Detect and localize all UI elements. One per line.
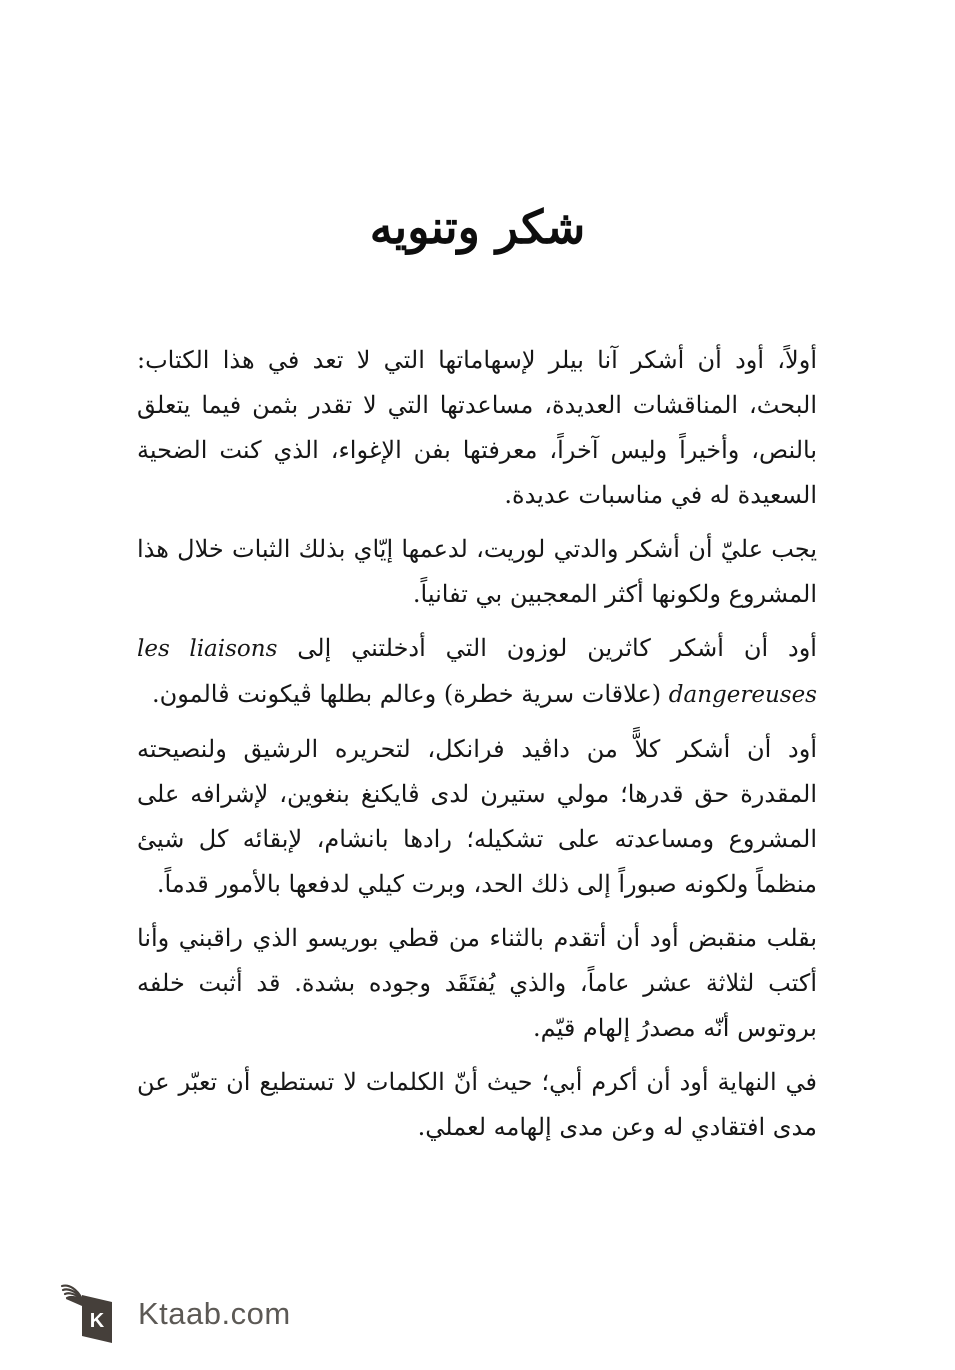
paragraph bbox=[137, 338, 817, 518]
paragraph bbox=[137, 626, 817, 718]
page-title: شكر وتنويه bbox=[369, 200, 586, 254]
ktaab-book-logo-icon bbox=[55, 1279, 125, 1349]
paragraph-text: بقلب منقبض أود أن أتقدم بالثناء من قطي بوريسو الذي راقبني وأنا أكتب لثلاثة عشر عاماً، والذي يُفتَقَد وجوده بشدة. قد أثبت خلفه بروتوس أنّه مصدرُ إلهام قيّم. bbox=[137, 924, 817, 1042]
latin-title-text: les liaisons dangereuses bbox=[137, 636, 817, 708]
brand-text: Ktaab.com bbox=[138, 1296, 291, 1331]
paragraph bbox=[137, 916, 817, 1051]
paragraph bbox=[137, 1060, 817, 1150]
paragraph-text: (علاقات سرية خطرة) وعالم بطلها ڤيكونت ڤالمون. bbox=[151, 680, 669, 708]
paragraph bbox=[137, 727, 817, 907]
paragraph-text: أولاً، أود أن أشكر آنا بيلر لإسهاماتها التي لا تعد في هذا الكتاب: البحث، المناقشات العديدة، مساعدتها التي لا تقدر بثمن فيما يتعلق بالنص، وأخيراً وليس آخراً، معرفتها بفن الإغواء، الذي كنت الضحية السعيدة له في مناسبات عديدة. bbox=[137, 346, 817, 509]
acknowledgments-text bbox=[137, 338, 817, 1150]
paragraph bbox=[137, 527, 817, 617]
paragraph-text: يجب عليّ أن أشكر والدتي لوريت، لدعمها إيّاي بذلك الثبات خلال هذا المشروع ولكونها أكثر المعجبين بي تفانياً. bbox=[137, 535, 817, 608]
paragraph-text: في النهاية أود أن أكرم أبي؛ حيث أنّ الكلمات لا تستطيع أن تعبّر عن مدى افتقادي له وعن مدى إلهامه لعملي. bbox=[137, 1068, 817, 1141]
footer-brand bbox=[55, 1279, 291, 1349]
paragraph-text: أود أن أشكر كلاًّ من داڤيد فرانكل، لتحريره الرشيق ولنصيحته المقدرة حق قدرها؛ مولي ستيرن لدى ڤايكنغ بنغوين، لإشرافه على المشروع ومساعدته على تشكيله؛ رادها بانشام، لإبقائه كل شيئ منظماً ولكونه صبوراً إلى ذلك الحد، وبرت كيلي لدفعها بالأمور قدماً. bbox=[137, 735, 818, 898]
paragraph-text: أود أن أشكر كاثرين لوزون التي أدخلتني إلى bbox=[277, 634, 817, 662]
svg-text:K: K bbox=[89, 1310, 105, 1332]
